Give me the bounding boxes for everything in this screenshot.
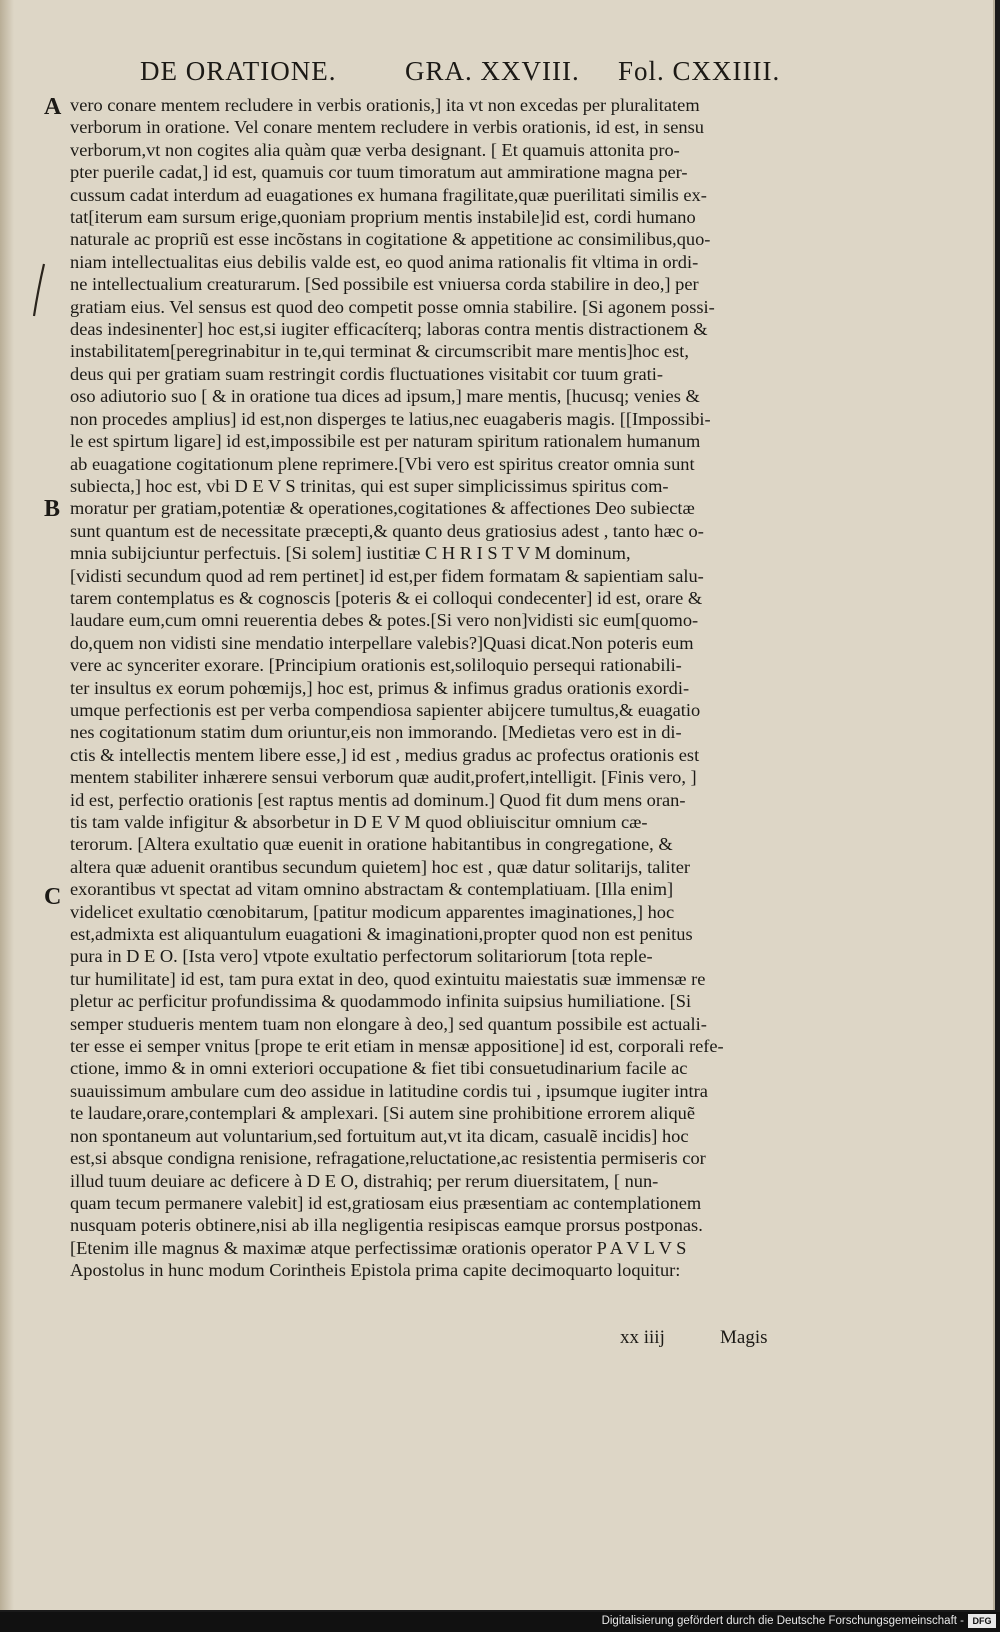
text-line: te laudare,orare,contemplari & amplexari. [Si autem sine prohibitione errorem aliquẽ xyxy=(70,1103,696,1124)
header-folio: Fol. CXXIIII. xyxy=(618,56,781,86)
text-line: verborum,vt non cogites alia quàm quæ verba designant. [ Et quamuis attonita pro- xyxy=(70,139,680,160)
text-line: tarem contemplatus es & cognoscis [poteris & ei colloqui condecenter] id est, orare & xyxy=(70,587,703,608)
text-line: cussum cadat interdum ad euagationes ex humana fragilitate,quæ puerilitati similis ex- xyxy=(70,184,707,205)
text-line: ter insultus ex eorum pohœmijs,] hoc est, primus & infimus gradus orationis exordi- xyxy=(70,677,690,698)
text-line: altera quæ aduenit orantibus secundum quietem] hoc est , quæ datur solitarijs, taliter xyxy=(70,856,691,877)
text-line: deus qui per gratiam suam restringit cordis fluctuationes visitabit cor tuum grati- xyxy=(70,363,663,384)
header-title: DE ORATIONE. xyxy=(140,56,337,86)
text-line: verborum in oratione. Vel conare mentem recludere in verbis orationis, id est, in sensu xyxy=(70,117,704,138)
text-line: quam tecum permanere valebit] id est,gratiosam eius præsentiam ac contemplationem xyxy=(70,1192,702,1213)
text-line: ab euagatione cogitationum plene reprimere.[Vbi vero est spiritus creator omnia sunt xyxy=(70,453,695,474)
text-line: gratiam eius. Vel sensus est quod deo competit posse omnia stabilire. [Si agonem possi- xyxy=(70,296,715,317)
text-line: exorantibus vt spectat ad vitam omnino abstractam & contemplatiuam. [Illa enim] xyxy=(70,879,674,900)
text-line: ctione, immo & in omni exteriori occupatione & fiet tibi consuetudinarium facile ac xyxy=(70,1058,688,1079)
dfg-logo: DFG xyxy=(968,1614,996,1628)
text-line: Apostolus in hunc modum Corintheis Epistola prima capite decimoquarto loquitur: xyxy=(70,1260,681,1281)
signature-mark: xx iiij xyxy=(620,1327,665,1348)
text-line: suauissimum ambulare cum deo assidue in latitudine cordis tui , ipsumque iugiter intra xyxy=(70,1080,708,1101)
text-line: pura in D E O. [Ista vero] vtpote exultatio perfectorum solitariorum [tota reple- xyxy=(70,946,653,967)
text-line: nusquam poteris obtinere,nisi ab illa negligentia resipiscas eamque prorsus postponas. xyxy=(70,1215,703,1236)
text-line: moratur per gratiam,potentiæ & operationes,cogitationes & affectiones Deo subiectæ xyxy=(70,498,695,519)
header-section: GRA. XXVIII. xyxy=(405,56,580,86)
text-line: illud tuum deuiare ac deficere à D E O, distrahiq; per rerum diuersitatem, [ nun- xyxy=(70,1170,659,1191)
margin-marker-c: C xyxy=(44,884,62,910)
text-line: subiecta,] hoc est, vbi D E V S trinitas, qui est super simplicissimus spiritus com- xyxy=(70,475,669,496)
text-line: non procedes amplius] id est,non disperges te latius,nec euagaberis magis. [[Impossibi- xyxy=(70,408,711,429)
text-line: est,admixta est aliquantulum euagationi & imaginationi,propter quod non est penitus xyxy=(70,924,693,945)
running-header xyxy=(140,56,860,92)
text-line: pter puerile cadat,] id est, quamuis cor tuum timoratum aut ammiratione magna per- xyxy=(70,162,688,183)
text-line: le est spirtum ligare] id est,impossibile est per naturam spiritum rationalem humanum xyxy=(70,431,701,452)
text-line: mnia subijciuntur perfectuis. [Si solem] iustitiæ C H R I S T V M dominum, xyxy=(70,543,631,564)
margin-marker-a: A xyxy=(44,94,62,120)
text-line: instabilitatem[peregrinabitur in te,qui terminat & circumscribit mare mentis]hoc est, xyxy=(70,341,689,362)
text-line: vero conare mentem recludere in verbis orationis,] ita vt non excedas per pluralitatem xyxy=(70,95,700,115)
page-spine-shadow xyxy=(0,0,14,1610)
text-line: umque perfectionis est per verba compendiosa sapienter abijcere tumultus,& euagatio xyxy=(70,699,701,720)
text-line: laudare eum,cum omni reuerentia debes & potes.[Si vero non]vidisti sic eum[quomo- xyxy=(70,610,699,631)
text-line: [vidisti secundum quod ad rem pertinet] id est,per fidem formatam & sapientiam salu- xyxy=(70,565,704,586)
text-line: ter esse ei semper vnitus [prope te erit etiam in mensæ appositione] id est, corporali refe- xyxy=(70,1036,724,1057)
handwritten-stroke-mark xyxy=(32,262,46,318)
text-line: mentem stabiliter inhærere sensui verborum quæ audit,profert,intelligit. [Finis vero, ] xyxy=(70,767,697,788)
body-text xyxy=(70,94,790,1282)
text-line: oso adiutorio suo [ & in oratione tua dices ad ipsum,] mare mentis, [hucusq; venies & xyxy=(70,386,700,407)
footer-credit: Digitalisierung gefördert durch die Deutsche Forschungsgemeinschaft - xyxy=(601,1615,964,1627)
text-line: est,si absque condigna renisione, refragatione,reluctatione,ac resistentia permiseris cor xyxy=(70,1148,706,1169)
text-line: ne intellectualium creaturarum. [Sed possibile est vniuersa corda stabilire in deo,] per xyxy=(70,274,699,295)
text-line: pletur ac perficitur profundissima & quodammodo infinita suipsius humiliatione. [Si xyxy=(70,991,692,1012)
text-line: nes cogitationum statim dum oriuntur,eis non immorando. [Medietas vero est in di- xyxy=(70,722,682,743)
text-line: niam intellectualitas eius debilis valde est, eo quod anima rationalis fit vltima in ordi- xyxy=(70,251,699,272)
catchword: Magis xyxy=(720,1327,768,1348)
text-line: [Etenim ille magnus & maximæ atque perfectissimæ orationis operator P A V L V S xyxy=(70,1237,687,1258)
text-line: non spontaneum aut voluntarium,sed fortuitum aut,vt ita dicam, casualẽ incidis] hoc xyxy=(70,1125,689,1146)
text-line: tur humilitate] id est, tam pura extat in deo, quod exintuitu maiestatis suæ immensæ re xyxy=(70,968,706,989)
text-line: sunt quantum est de necessitate præcepti,& quanto deus gratiosius adest , tanto hæc o- xyxy=(70,520,704,541)
text-line: ctis & intellectis mentem libere esse,] id est , medius gradus ac profectus orationis est xyxy=(70,744,700,765)
text-line: vere ac synceriter exorare. [Principium orationis est,soliloquio persequi rationabili- xyxy=(70,655,682,676)
text-line: tis tam valde infigitur & absorbetur in D E V M quod obliuiscitur omnium cæ- xyxy=(70,812,648,832)
margin-marker-b: B xyxy=(44,496,61,522)
text-line: naturale ac propriũ est esse incõstans in cogitatione & appetitione ac consimilibus,quo- xyxy=(70,229,711,250)
text-line: id est, perfectio orationis [est raptus mentis ad dominum.] Quod fit dum mens oran- xyxy=(70,789,686,810)
text-line: semper studueris mentem tuam non elongare à deo,] sed quantum possibile est actuali- xyxy=(70,1013,707,1034)
text-line: tat[iterum eam sursum erige,quoniam proprium mentis instabile]id est, cordi humano xyxy=(70,207,696,228)
text-line: do,quem non vidisti sine mendatio interpellare valebis?]Quasi dicat.Non poteris eum xyxy=(70,632,694,653)
text-line: deas indesinenter] hoc est,si iugiter efficacíterq; laboras contra mentis distractionem & xyxy=(70,319,708,340)
text-line: videlicet exultatio cœnobitarum, [patitur modicum apparentes imaginationes,] hoc xyxy=(70,901,675,922)
text-line: terorum. [Altera exultatio quæ euenit in oratione habitantibus in congregatione, & xyxy=(70,834,673,855)
